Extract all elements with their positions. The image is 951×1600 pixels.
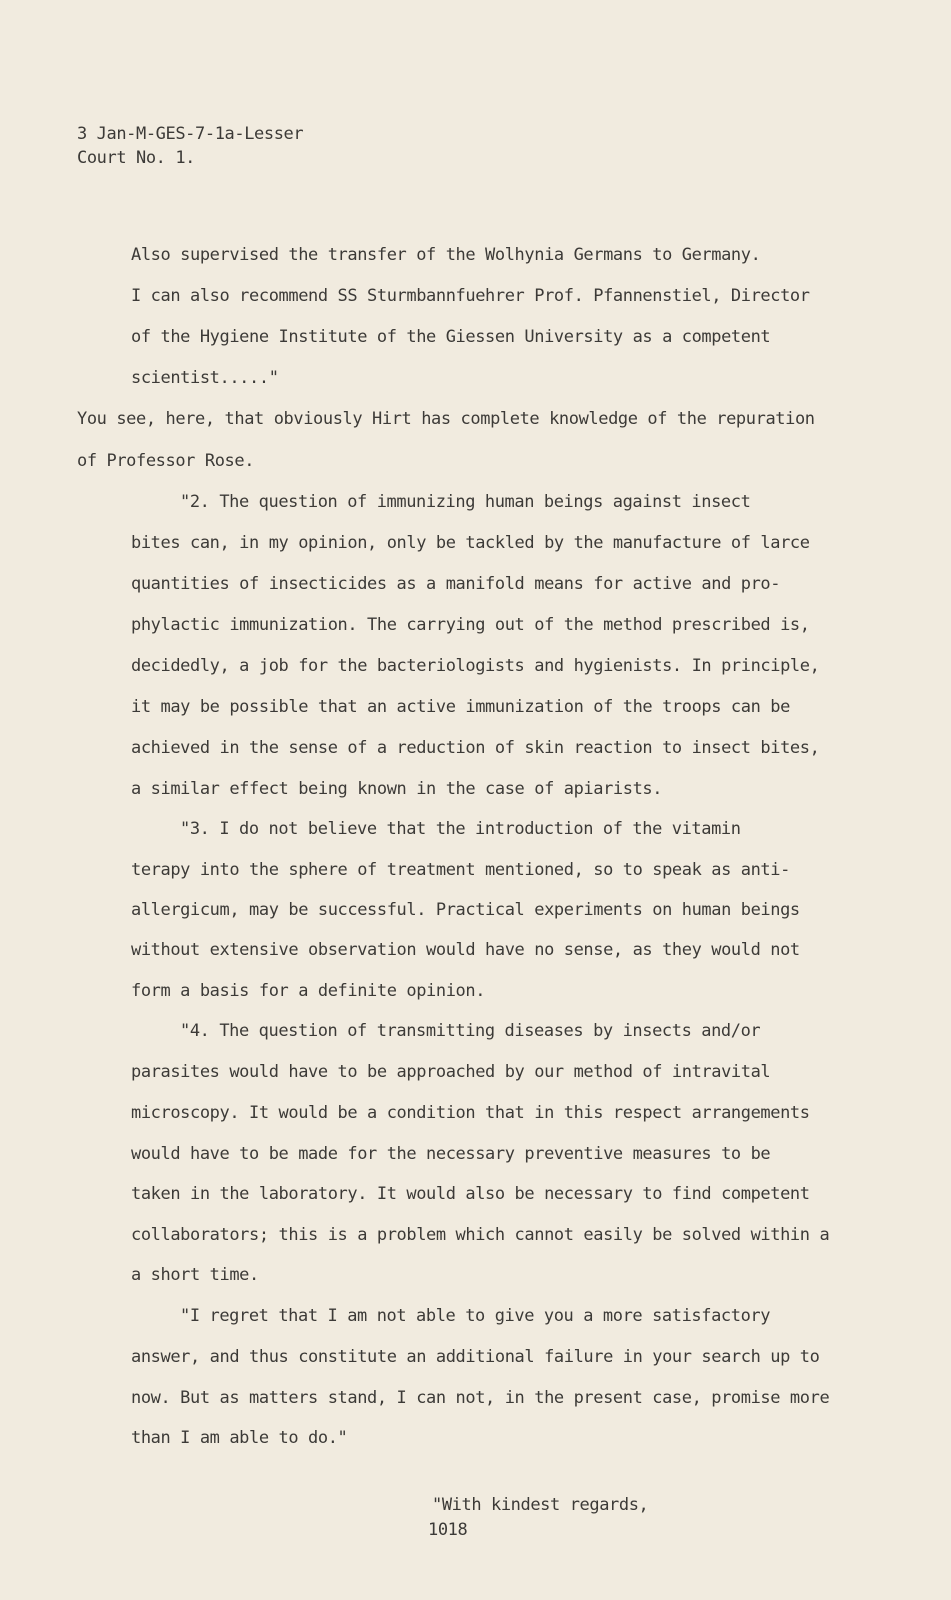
text-line: than I am able to do.": [131, 1428, 348, 1448]
text-line: collaborators; this is a problem which cannot easily be solved within a: [131, 1225, 830, 1245]
paragraph-start: "I regret that I am not able to give you a more satisfactory: [180, 1306, 771, 1326]
text-line: I can also recommend SS Sturmbannfuehrer Prof. Pfannenstiel, Director: [131, 286, 810, 306]
text-line: scientist.....": [131, 368, 279, 388]
text-line: allergicum, may be successful. Practical experiments on human beings: [131, 900, 800, 920]
document-reference: 3 Jan-M-GES-7-1a-Lesser: [77, 124, 304, 144]
text-line: bites can, in my opinion, only be tackled by the manufacture of larce: [131, 533, 810, 553]
text-line: achieved in the sense of a reduction of skin reaction to insect bites,: [131, 738, 820, 758]
text-line: terapy into the sphere of treatment mentioned, so to speak as anti-: [131, 860, 790, 880]
court-number: Court No. 1.: [77, 148, 196, 168]
text-line: would have to be made for the necessary preventive measures to be: [131, 1144, 771, 1164]
text-line: quantities of insecticides as a manifold means for active and pro-: [131, 574, 781, 594]
text-line: form a basis for a definite opinion.: [131, 981, 486, 1001]
text-line: You see, here, that obviously Hirt has complete knowledge of the repuration: [77, 409, 815, 429]
text-line: it may be possible that an active immunization of the troops can be: [131, 697, 790, 717]
text-line: answer, and thus constitute an additional failure in your search up to: [131, 1347, 820, 1367]
paragraph-start: "3. I do not believe that the introduction of the vitamin: [180, 819, 741, 839]
text-line: parasites would have to be approached by our method of intravital: [131, 1062, 771, 1082]
text-line: without extensive observation would have no sense, as they would not: [131, 940, 800, 960]
paragraph-start: "2. The question of immunizing human beings against insect: [180, 492, 751, 512]
text-line: a short time.: [131, 1265, 259, 1285]
text-line: now. But as matters stand, I can not, in the present case, promise more: [131, 1388, 830, 1408]
paragraph-start: "4. The question of transmitting diseases by insects and/or: [180, 1021, 761, 1041]
page-number: 1018: [428, 1520, 468, 1540]
text-line: microscopy. It would be a condition that in this respect arrangements: [131, 1103, 810, 1123]
text-line: decidedly, a job for the bacteriologists and hygienists. In principle,: [131, 656, 820, 676]
text-line: taken in the laboratory. It would also be necessary to find competent: [131, 1184, 810, 1204]
text-line: phylactic immunization. The carrying out of the method prescribed is,: [131, 615, 810, 635]
signoff: "With kindest regards,: [432, 1495, 649, 1515]
text-line: Also supervised the transfer of the Wolhynia Germans to Germany.: [131, 245, 761, 265]
text-line: of the Hygiene Institute of the Giessen University as a competent: [131, 327, 771, 347]
text-line: of Professor Rose.: [77, 451, 255, 471]
text-line: a similar effect being known in the case of apiarists.: [131, 779, 663, 799]
